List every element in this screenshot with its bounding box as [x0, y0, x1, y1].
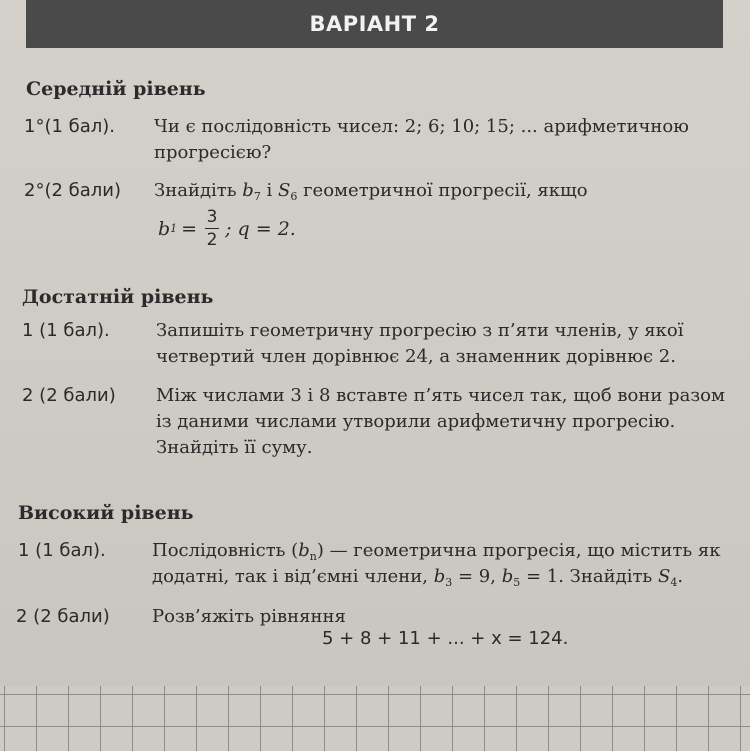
- section-title-medium: Середній рівень: [26, 78, 206, 100]
- task-number: 1°(1 бал).: [24, 116, 116, 137]
- task-text: Запишіть геометричну прогресію з п’яти членів, у якої четвертий член дорівнює 24, а знаменник дорівнює 2.: [156, 320, 684, 367]
- task-text: Чи є послідовність чисел: 2; 6; 10; 15; ... арифметичною прогресією?: [154, 116, 689, 163]
- equation-sum: 5 + 8 + 11 + ... + x = 124.: [322, 628, 569, 649]
- task-number: 2 (2 бали): [22, 385, 116, 406]
- task-text: Знайдіть $b_7$ і $S_6$ геометричної прогресії, якщо: [154, 180, 588, 203]
- task-number: 1 (1 бал).: [22, 320, 110, 341]
- task-medium-2: [24, 178, 734, 204]
- task-text: Розв’яжіть рівняння: [152, 606, 346, 627]
- task-medium-1: [24, 114, 734, 166]
- section-title-sufficient: Достатній рівень: [22, 286, 214, 308]
- task-number: 2°(2 бали): [24, 180, 122, 201]
- task-sufficient-2: [22, 383, 737, 461]
- task-high-2: [16, 604, 738, 630]
- task-high-1: [18, 538, 740, 590]
- formula-b1-q: b 1 = $\frac{3}{2}$ ; q = 2.: [158, 207, 296, 250]
- fraction-3-over-2: $\frac{3}{2}$: [206, 207, 218, 250]
- task-text: Послідовність $(b_n)$ — геометрична прогресія, що містить як додатні, так і від’ємні члени, $b_3 = 9$, $b_5 = 1$. Знайдіть $S_4$.: [152, 540, 721, 589]
- variant-title: ВАРІАНТ 2: [309, 12, 440, 36]
- variant-header: [26, 0, 723, 48]
- task-text: Між числами 3 і 8 вставте п’ять чисел так, щоб вони разом із даними числами утворили арифметичну прогресію. Знайдіть її суму.: [156, 385, 725, 458]
- section-title-high: Високий рівень: [18, 502, 194, 524]
- task-number: 1 (1 бал).: [18, 540, 106, 561]
- task-sufficient-1: [22, 318, 737, 370]
- answer-grid: [0, 686, 750, 751]
- task-number: 2 (2 бали): [16, 606, 110, 627]
